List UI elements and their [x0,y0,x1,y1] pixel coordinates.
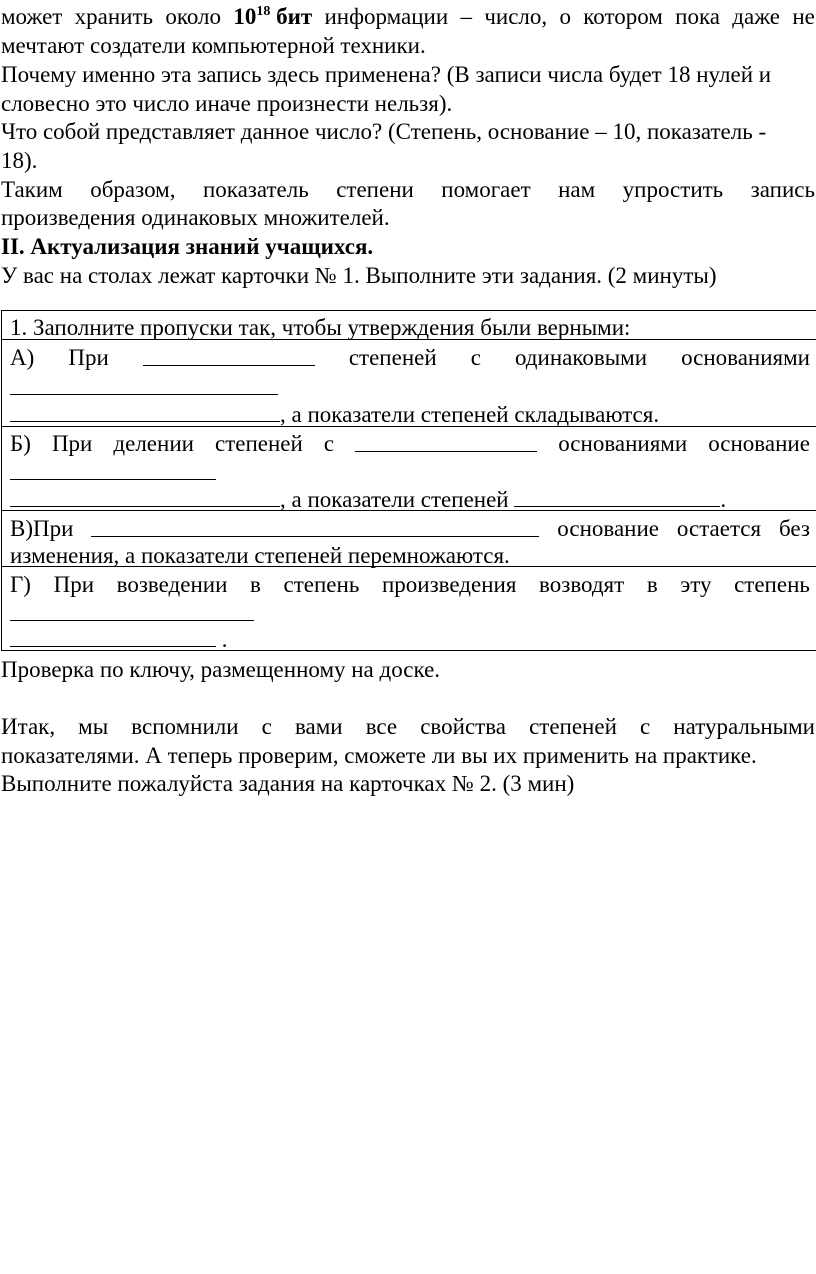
word: информации [324,4,449,29]
power-base: 10 [233,4,257,29]
fill-blank [10,624,216,647]
card-item-c-line-1 [10,514,810,543]
word: в [646,572,658,597]
card-item-b-line-2 [10,457,216,487]
word: свойства [420,714,506,739]
word: возводят [539,572,625,597]
fill-blank [355,429,537,452]
card-item-b-ending: . [720,487,727,512]
intro-line-2: мечтают создатели компьютерной техники. [1,33,426,58]
word: без [779,516,810,541]
word: степеней [529,714,617,739]
word: около [165,4,222,29]
card-item-b-line-1 [10,429,810,458]
word: все [365,714,398,739]
fill-blank [10,372,278,395]
word: – [460,4,472,29]
word: о [559,4,571,29]
card-item-b-line-3 [10,484,726,514]
word: образом, [90,177,176,202]
intro-line-3: Почему именно эта запись здесь применена? (В записи числа будет 18 нулей и [1,62,772,87]
word: основаниями [558,431,688,456]
word: в [250,572,261,597]
word: с [639,714,651,739]
word: упростить [622,177,724,202]
fill-blank [10,598,254,621]
word: остается [676,516,762,541]
word: Б) [10,431,31,456]
card-item-d-line-1 [10,570,810,599]
intro-line-8: произведения одинаковых множителей. [1,205,390,230]
card-item-d-ending: . [221,627,228,652]
word: с [470,345,481,370]
fill-blank [91,514,539,537]
fill-blank [10,457,216,480]
word: число, [484,4,548,29]
word: с [261,714,272,739]
intro-line-4: словесно это число иначе произнести нельзя). [1,91,453,116]
fill-blank [10,399,280,422]
intro-line-5: Что собой представляет данное число? (Степень, основание – 10, показатель - [1,119,767,144]
power-expression [233,2,312,31]
intro-line-6: 18). [1,148,38,173]
word: даже [732,4,781,29]
word: степени [336,177,414,202]
fill-blank [10,484,280,507]
intro-line-9: У вас на столах лежат карточки № 1. Выполните эти задания. (2 минуты) [1,263,717,288]
card-item-a-line-2 [10,372,278,402]
word: Таким [1,177,63,202]
word: А) [10,345,35,370]
word: с [323,431,335,456]
word: одинаковыми [514,345,648,370]
card-item-a-ending: , а показатели степеней складываются. [280,402,660,427]
card-item-c-line-2: изменения, а показатели степеней перемножаются. [10,543,510,568]
word: нам [558,177,596,202]
word: основаниями [681,345,810,370]
word: При [68,345,109,370]
word: степень [283,572,360,597]
word: основание [708,431,810,456]
word: При [51,431,93,456]
fill-blank [514,484,720,507]
word: вспомнили [131,714,239,739]
card-title: 1. Заполните пропуски так, чтобы утверждения были верными: [10,315,631,340]
word: помогает [441,177,531,202]
word: натуральными [673,714,815,739]
word: хранить [74,4,154,29]
word: Итак, [1,714,56,739]
word: В)При [10,516,74,541]
intro-line-1 [1,2,815,31]
word: показатель [202,177,309,202]
word: запись [750,177,815,202]
word: произведения [381,572,517,597]
word: Г) [10,572,31,597]
check-note: Проверка по ключу, размещенному на доске. [1,657,441,682]
word: вами [294,714,343,739]
word: может [1,4,63,29]
unit-bit: бит [276,4,313,29]
word: основание [557,516,659,541]
power-exponent: 18 [256,4,271,19]
word: делении [113,431,194,456]
intro-line-7 [1,175,815,204]
word: возведении [116,572,228,597]
word: мы [78,714,109,739]
section-heading: II. Актуализация знаний учащихся. [1,234,374,259]
word: пока [675,4,720,29]
word: не [792,4,815,29]
card-item-a-line-3 [10,399,659,429]
card-item-a-line-1 [10,343,810,372]
word: При [53,572,95,597]
card-item-b-middle: , а показатели степеней [280,487,509,512]
outro-line-1 [1,712,815,741]
outro-line-3: Выполните пожалуйста задания на карточках № 2. (3 мин) [1,771,575,796]
fill-blank [143,343,315,366]
card-item-d-line-3 [10,624,228,654]
word: степень [734,572,810,597]
word: степеней [215,431,303,456]
word: эту [680,572,712,597]
outro-line-2: показателями. А теперь проверим, сможете ли вы их применить на практике. [1,743,757,768]
word: степеней [348,345,437,370]
word: котором [583,4,663,29]
